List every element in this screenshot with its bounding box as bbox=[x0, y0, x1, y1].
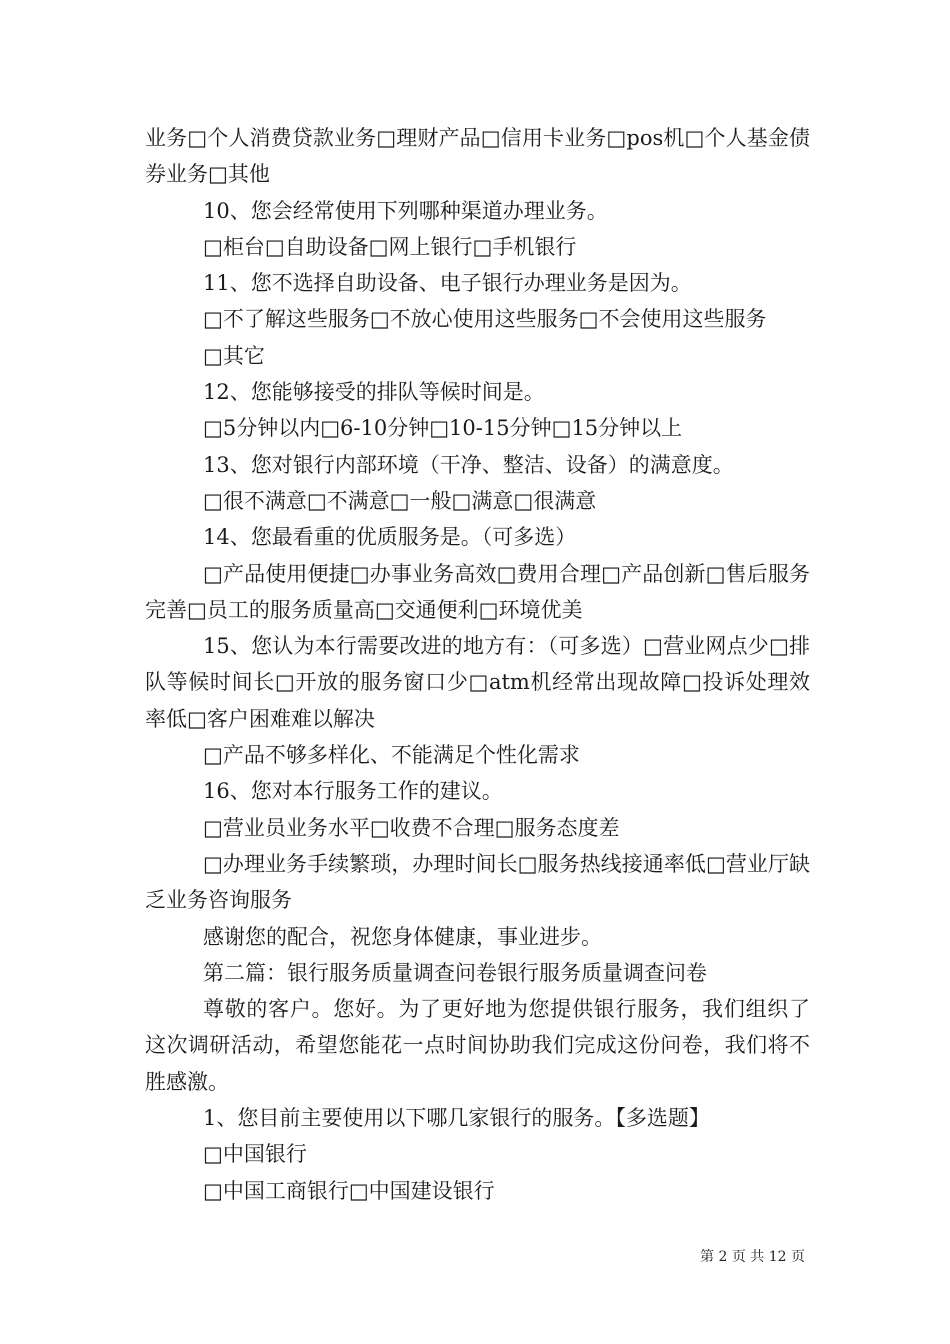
document-body bbox=[145, 120, 810, 1209]
section-two-question-1-option-a: □中国银行 bbox=[203, 1142, 307, 1167]
section-two-question-1-option-b: □中国工商银行□中国建设银行 bbox=[203, 1178, 495, 1203]
question-11-option-other: □其它 bbox=[203, 343, 265, 368]
question-14: 14、您最看重的优质服务是。（可多选） bbox=[203, 525, 577, 550]
section-two-intro: 尊敬的客户。您好。为了更好地为您提供银行服务，我们组织了这次调研活动，希望您能花一点时间协助我们完成这份问卷，我们将不胜感激。 bbox=[145, 997, 810, 1094]
question-10: 10、您会经常使用下列哪种渠道办理业务。 bbox=[203, 198, 608, 223]
continued-options-paragraph: 业务□个人消费贷款业务□理财产品□信用卡业务□pos机□个人基金债券业务□其他 bbox=[145, 126, 810, 187]
question-11: 11、您不选择自助设备、电子银行办理业务是因为。 bbox=[203, 271, 692, 296]
question-13-options: □很不满意□不满意□一般□满意□很满意 bbox=[203, 488, 597, 513]
question-12: 12、您能够接受的排队等候时间是。 bbox=[203, 380, 545, 405]
question-13: 13、您对银行内部环境（干净、整洁、设备）的满意度。 bbox=[203, 452, 734, 477]
question-11-options: □不了解这些服务□不放心使用这些服务□不会使用这些服务 bbox=[203, 307, 767, 332]
question-15-option-extra: □产品不够多样化、不能满足个性化需求 bbox=[203, 743, 580, 768]
question-16: 16、您对本行服务工作的建议。 bbox=[203, 779, 503, 804]
question-14-options: □产品使用便捷□办事业务高效□费用合理□产品创新□售后服务完善□员工的服务质量高□交通便利□环境优美 bbox=[145, 561, 810, 622]
page-number-footer: 第 2 页 共 12 页 bbox=[700, 1249, 805, 1265]
thanks-line: 感谢您的配合，祝您身体健康，事业进步。 bbox=[203, 924, 602, 949]
question-16-options-a: □营业员业务水平□收费不合理□服务态度差 bbox=[203, 815, 620, 840]
question-16-options-b: □办理业务手续繁琐，办理时间长□服务热线接通率低□营业厅缺乏业务咨询服务 bbox=[145, 851, 810, 913]
question-15: 15、您认为本行需要改进的地方有：（可多选）□营业网点少□排队等候时间长□开放的服务窗口少□atm机经常出现故障□投诉处理效率低□客户困难难以解决 bbox=[145, 634, 810, 731]
section-two-question-1: 1、您目前主要使用以下哪几家银行的服务。【多选题】 bbox=[203, 1106, 710, 1131]
question-10-options: □柜台□自助设备□网上银行□手机银行 bbox=[203, 234, 577, 259]
question-12-options: □5分钟以内□6-10分钟□10-15分钟□15分钟以上 bbox=[203, 416, 683, 441]
section-two-heading: 第二篇：银行服务质量调查问卷银行服务质量调查问卷 bbox=[203, 960, 707, 985]
